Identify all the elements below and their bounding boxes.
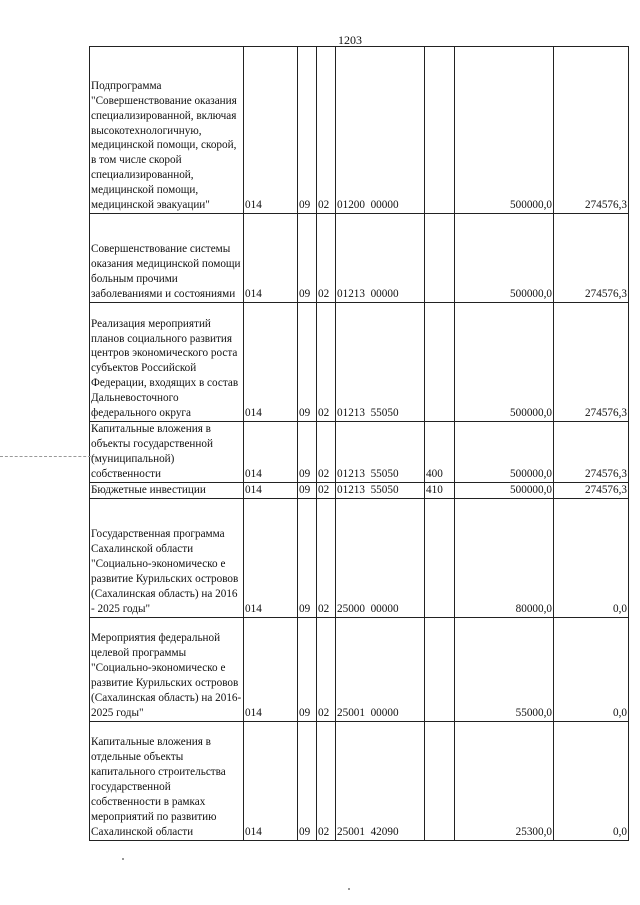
admin-code: 014 xyxy=(244,214,298,303)
table-row xyxy=(90,214,629,303)
plan-amount: 500000,0 xyxy=(455,303,554,422)
section-code: 09 xyxy=(298,498,317,617)
section-code: 09 xyxy=(298,214,317,303)
expense-type-code xyxy=(425,214,455,303)
target-article-code xyxy=(336,303,425,422)
target-article-code xyxy=(336,47,425,214)
row-name: Реализация мероприятий планов социального развития центров экономического роста субъектов Российской Федерации, входящих в состав Дальневосточного федерального округа xyxy=(91,317,239,420)
row-name: Капитальные вложения в отдельные объекты капитального строительства государственной собственности в рамках мероприятий по развитию Сахалинской области xyxy=(91,736,226,838)
row-name-cell xyxy=(90,498,244,617)
plan-amount: 500000,0 xyxy=(455,422,554,483)
row-name: Подпрограмма "Совершенствование оказания специализированной, включая высокотехнологичную, медицинской помощи, скорой, в том числе скорой специализированной, медицинской помощи, медицинской эвакуации" xyxy=(91,79,237,212)
target-article-text: 01200 00000 xyxy=(337,199,399,212)
expense-type-code: 410 xyxy=(425,482,455,498)
target-article-code xyxy=(336,498,425,617)
target-article-text: 25000 00000 xyxy=(337,602,399,615)
row-name-cell xyxy=(90,303,244,422)
target-article-text: 01213 55050 xyxy=(337,467,399,480)
target-article-code xyxy=(336,617,425,721)
admin-code: 014 xyxy=(244,422,298,483)
plan-amount: 80000,0 xyxy=(455,498,554,617)
table-row xyxy=(90,498,629,617)
target-article-text: 01213 55050 xyxy=(337,483,399,496)
section-code: 09 xyxy=(298,617,317,721)
row-name: Мероприятия федеральной целевой программы "Социально-экономическо е развитие Курильских островов (Сахалинская область) на 2016-2025 годы" xyxy=(91,632,242,719)
target-article-code xyxy=(336,721,425,840)
target-article-text: 01213 55050 xyxy=(337,407,399,420)
admin-code: 014 xyxy=(244,303,298,422)
plan-amount: 55000,0 xyxy=(455,617,554,721)
expense-type-code xyxy=(425,47,455,214)
target-article-code xyxy=(336,482,425,498)
admin-code: 014 xyxy=(244,482,298,498)
admin-code: 014 xyxy=(244,498,298,617)
row-name: Государственная программа Сахалинской области "Социально-экономическо е развитие Курильских островов (Сахалинская область) на 2016 - 2025 годы" xyxy=(91,528,239,615)
target-article-code xyxy=(336,422,425,483)
section-code: 09 xyxy=(298,482,317,498)
expense-type-code: 400 xyxy=(425,422,455,483)
section-code: 09 xyxy=(298,422,317,483)
plan-amount: 500000,0 xyxy=(455,482,554,498)
subsection-code: 02 xyxy=(317,617,336,721)
table-row xyxy=(90,422,629,483)
row-name-cell xyxy=(90,617,244,721)
section-code: 09 xyxy=(298,303,317,422)
row-name-cell xyxy=(90,721,244,840)
budget-table xyxy=(89,46,629,841)
plan-amount: 500000,0 xyxy=(455,47,554,214)
admin-code: 014 xyxy=(244,47,298,214)
expense-type-code xyxy=(425,721,455,840)
plan-amount: 500000,0 xyxy=(455,214,554,303)
row-name-cell xyxy=(90,422,244,483)
table-row xyxy=(90,47,629,214)
subsection-code: 02 xyxy=(317,482,336,498)
executed-amount: 274576,3 xyxy=(554,482,629,498)
executed-amount: 274576,3 xyxy=(554,303,629,422)
budget-table-body xyxy=(90,47,629,841)
table-row xyxy=(90,482,629,498)
executed-amount: 274576,3 xyxy=(554,214,629,303)
subsection-code: 02 xyxy=(317,498,336,617)
page-number: 1203 xyxy=(338,33,362,47)
executed-amount: 0,0 xyxy=(554,498,629,617)
row-name: Бюджетные инвестиции xyxy=(91,483,206,496)
target-article-code xyxy=(336,214,425,303)
scan-speck xyxy=(122,858,124,860)
row-name-cell xyxy=(90,482,244,498)
row-name: Капитальные вложения в объекты государственной (муниципальной) собственности xyxy=(91,423,213,480)
table-row xyxy=(90,617,629,721)
target-article-text: 01213 00000 xyxy=(337,288,399,301)
admin-code: 014 xyxy=(244,721,298,840)
subsection-code: 02 xyxy=(317,422,336,483)
subsection-code: 02 xyxy=(317,47,336,214)
executed-amount: 274576,3 xyxy=(554,47,629,214)
plan-amount: 25300,0 xyxy=(455,721,554,840)
section-code: 09 xyxy=(298,721,317,840)
subsection-code: 02 xyxy=(317,721,336,840)
subsection-code: 02 xyxy=(317,303,336,422)
scan-speck xyxy=(348,888,350,890)
row-name: Совершенствование системы оказания медицинской помощи больным прочими заболеваниями и состояниями xyxy=(91,243,241,301)
row-name-cell xyxy=(90,47,244,214)
row-name-cell xyxy=(90,214,244,303)
table-row xyxy=(90,721,629,840)
executed-amount: 0,0 xyxy=(554,721,629,840)
target-article-text: 25001 42090 xyxy=(337,825,399,838)
expense-type-code xyxy=(425,498,455,617)
expense-type-code xyxy=(425,617,455,721)
executed-amount: 274576,3 xyxy=(554,422,629,483)
subsection-code: 02 xyxy=(317,214,336,303)
executed-amount: 0,0 xyxy=(554,617,629,721)
table-row xyxy=(90,303,629,422)
target-article-text: 25001 00000 xyxy=(337,706,399,719)
scan-artifact-line xyxy=(0,456,96,457)
section-code: 09 xyxy=(298,47,317,214)
admin-code: 014 xyxy=(244,617,298,721)
expense-type-code xyxy=(425,303,455,422)
